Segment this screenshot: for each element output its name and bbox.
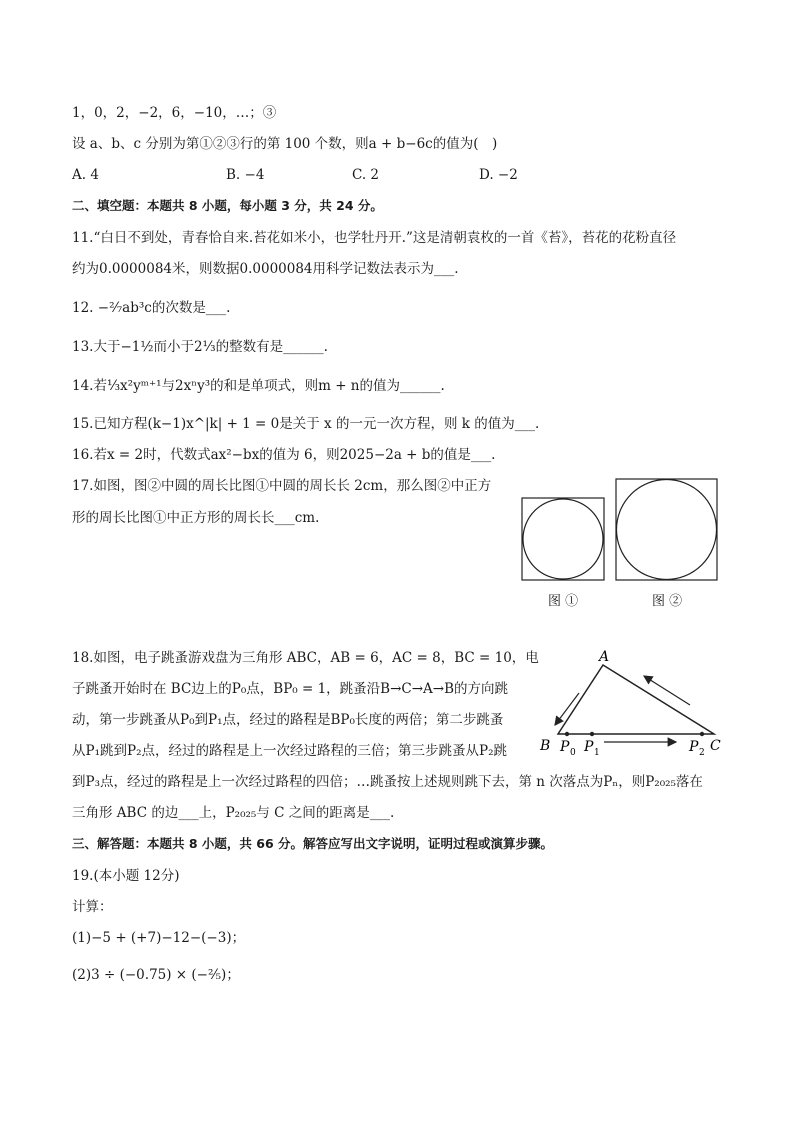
label-b: B [540, 738, 551, 754]
q18-line-1: 18.如图，电子跳蚤游戏盘为三角形 ABC，AB = 6，AC = 8，BC = 10，电 [72, 650, 539, 666]
arrow-c-to-a [644, 676, 690, 705]
point-p1 [590, 732, 594, 736]
q10-option-b: B. −4 [226, 167, 265, 183]
point-p2 [700, 732, 704, 736]
label-p0: P [560, 739, 570, 755]
q19-part-2: (2)3 ÷ (−0.75) × (−²⁄₅)； [72, 967, 240, 983]
q13: 13.大于−1½而小于2⅓的整数有是______. [72, 339, 328, 355]
section-3-heading: 三、解答题：本题共 8 小题，共 66 分。解答应写出文字说明，证明过程或演算步骤。 [72, 836, 554, 851]
q18-line-6: 三角形 ABC 的边___上，P₂₀₂₅与 C 之间的距离是___. [72, 805, 395, 821]
q18-line-5: 到P₃点，经过的路程是上一次经过路程的四倍；…跳蚤按上述规则跳下去，第 n 次落点为Pₙ，则P₂₀₂₅落在 [72, 774, 703, 790]
q14: 14.若⅓x²yᵐ⁺¹与2xⁿy³的和是单项式，则m + n的值为______. [72, 378, 445, 394]
q19-part-1: (1)−5 + (+7)−12−(−3)； [72, 930, 246, 946]
q18-line-4: 从P₁跳到P₂点，经过的路程是上一次经过路程的三倍；第三步跳蚤从P₂跳 [72, 743, 507, 759]
q11-line-2: 约为0.0000084米，则数据0.0000084用科学记数法表示为___. [72, 261, 459, 277]
label-a: A [599, 649, 610, 665]
q10-option-c: C. 2 [352, 167, 380, 183]
figure-1-circle [523, 499, 603, 579]
q18-line-3: 动，第一步跳蚤从P₀到P₁点，经过的路程是BP₀长度的两倍；第二步跳蚤 [72, 712, 504, 728]
q16: 16.若x = 2时，代数式ax²−bx的值为 6，则2025−2a + b的值是___. [72, 447, 496, 463]
figure-1-caption: 图 ① [548, 594, 579, 609]
section-2-heading: 二、填空题：本题共 8 小题，每小题 3 分，共 24 分。 [72, 198, 383, 213]
q10-option-d: D. −2 [479, 167, 518, 183]
sequence-row-3: 1，0，2，−2，6，−10，…；③ [72, 105, 277, 121]
q10-option-a: A. 4 [72, 167, 99, 183]
label-p1-sub: 1 [594, 748, 600, 758]
triangle-abc-figure [536, 645, 726, 760]
figure-2-caption: 图 ② [652, 594, 683, 609]
q18-line-2: 子跳蚤开始时在 BC边上的P₀点，BP₀ = 1，跳蚤沿B→C→A→B的方向跳 [72, 681, 509, 697]
label-p1: P [584, 739, 594, 755]
q11-line-1: 11.“白日不到处，青春恰自来.苔花如米小，也学牡丹开.”这是清朝袁枚的一首《苔》，苔花的花粉直径 [72, 230, 677, 246]
figure-1-square-circle [521, 497, 605, 581]
figure-2-square-circle [615, 478, 718, 581]
figure-2-circle [617, 480, 717, 580]
triangle-abc [558, 665, 714, 734]
q19-instruction: 计算： [72, 899, 113, 915]
label-c: C [710, 738, 721, 754]
q17-line-2: 形的周长比图①中正方形的周长长___cm. [72, 510, 320, 526]
point-p0 [565, 732, 569, 736]
label-p2-sub: 2 [699, 748, 705, 758]
q12: 12. −²⁄₇ab³c的次数是___. [72, 300, 231, 316]
label-p2: P [689, 739, 699, 755]
q10-stem: 设 a、b、c 分别为第①②③行的第 100 个数，则a + b−6c的值为( ) [72, 136, 498, 152]
q17-line-1: 17.如图，图②中圆的周长比图①中圆的周长长 2cm，那么图②中正方 [72, 478, 492, 494]
q19-title: 19.(本小题 12分) [72, 868, 180, 884]
q15: 15.已知方程(k−1)x^|k| + 1 = 0是关于 x 的一元一次方程，则 k 的值为___. [72, 416, 540, 432]
label-p0-sub: 0 [570, 748, 576, 758]
